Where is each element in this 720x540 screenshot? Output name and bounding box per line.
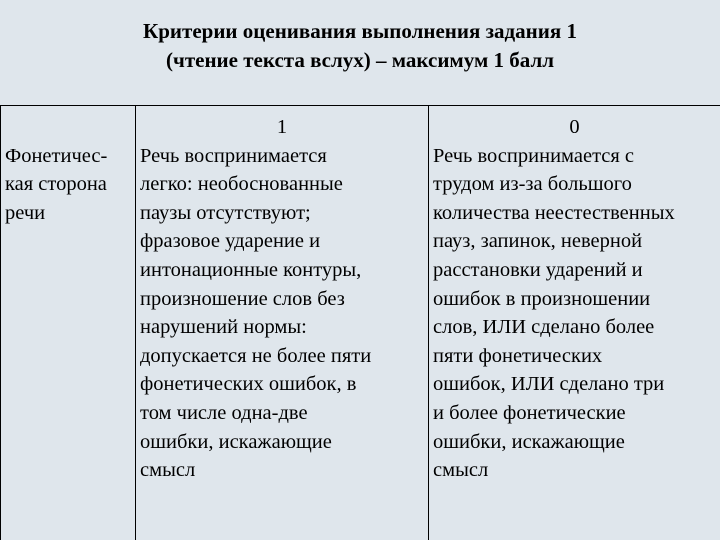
title-line-1: Критерии оценивания выполнения задания 1: [143, 19, 577, 43]
slide-title: [0, 17, 720, 75]
criteria-table: [0, 105, 720, 540]
title-line-2: (чтение текста вслух) – максимум 1 балл: [165, 48, 555, 72]
header-criterion: [1, 106, 136, 142]
table-header-row: [1, 106, 720, 142]
table-row: [1, 142, 720, 540]
header-score-1: 1: [136, 106, 429, 142]
cell-score-1: Речь воспринимается легко: необоснованные паузы отсутствуют; фразовое ударение и интонационные контуры, произношение слов без нарушений нормы: допускается не более пяти фонетических ошибок, в том числе одна-две ошибки, искажающие смысл: [136, 142, 429, 540]
header-score-0: 0: [429, 106, 720, 142]
cell-score-0: Речь воспринимается с трудом из-за большого количества неестественных пауз, запинок, неверной расстановки ударений и ошибок в произношении слов, ИЛИ сделано более пяти фонетических ошибок, ИЛИ сделано три и более фонетические ошибки, искажающие смысл: [429, 142, 720, 540]
cell-criterion: Фонетичес- кая сторона речи: [1, 142, 136, 540]
